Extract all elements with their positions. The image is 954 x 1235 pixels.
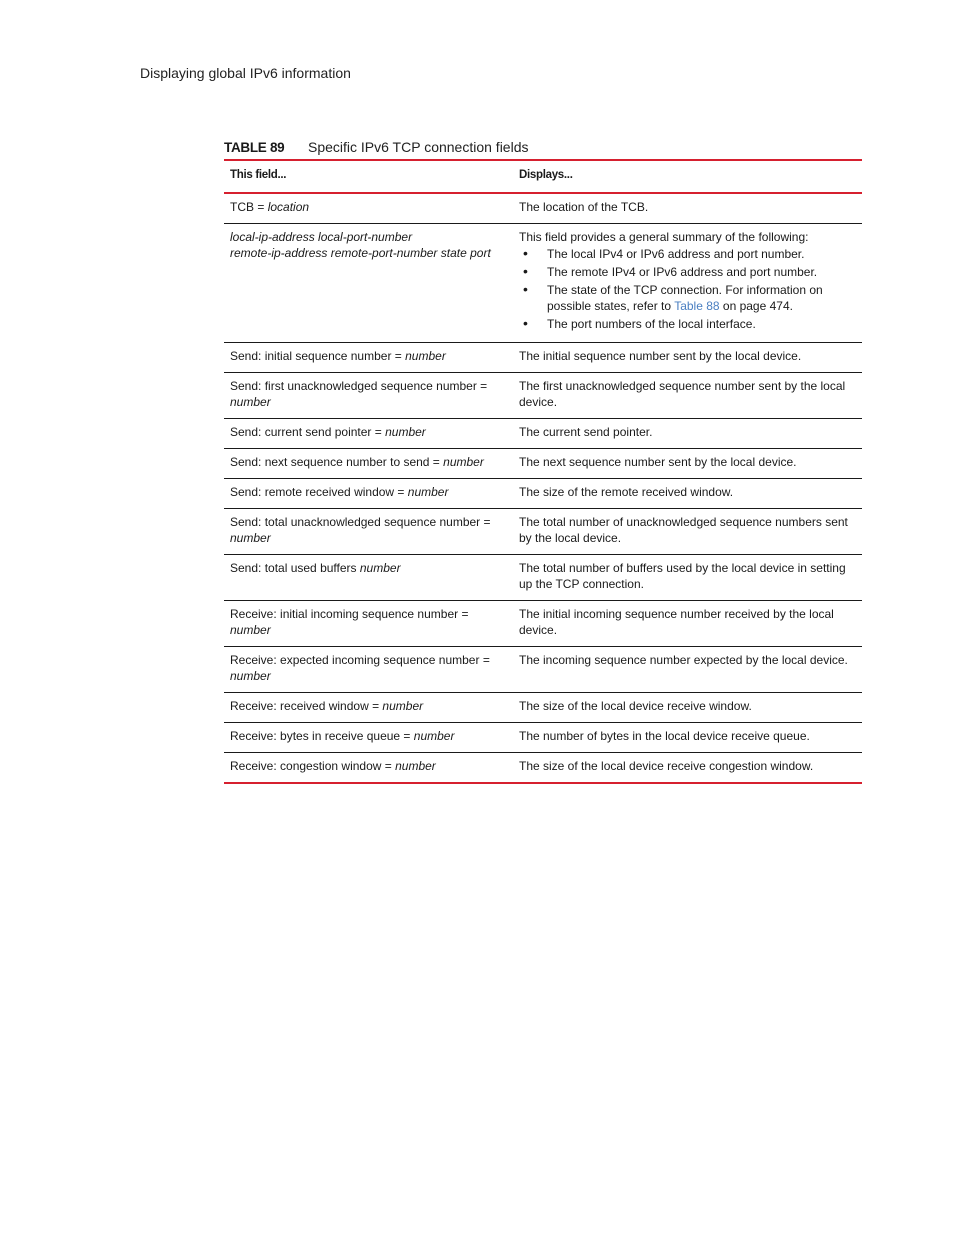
table-row bbox=[224, 343, 862, 373]
field-cell: Send: next sequence number to send = number bbox=[224, 449, 513, 479]
field-cell: Receive: initial incoming sequence number = number bbox=[224, 601, 513, 647]
description-cell: The total number of buffers used by the local device in setting up the TCP connection. bbox=[513, 555, 862, 601]
bullet-icon: • bbox=[523, 263, 528, 279]
description-cell: The current send pointer. bbox=[513, 419, 862, 449]
description-cell: The size of the local device receive window. bbox=[513, 693, 862, 723]
table-row bbox=[224, 509, 862, 555]
column-header-displays: Displays... bbox=[513, 160, 862, 193]
field-cell: Send: current send pointer = number bbox=[224, 419, 513, 449]
field-cell: local-ip-address local-port-number remote-ip-address remote-port-number state port bbox=[224, 224, 513, 343]
description-cell: The number of bytes in the local device receive queue. bbox=[513, 723, 862, 753]
table-row bbox=[224, 479, 862, 509]
summary-intro: This field provides a general summary of the following: bbox=[519, 230, 809, 244]
field-cell: Send: first unacknowledged sequence number = number bbox=[224, 373, 513, 419]
table-header-row bbox=[224, 160, 862, 193]
fields-table bbox=[224, 159, 862, 784]
field-cell: Receive: received window = number bbox=[224, 693, 513, 723]
table-row bbox=[224, 753, 862, 784]
running-header: Displaying global IPv6 information bbox=[140, 65, 351, 81]
bullet-icon: • bbox=[523, 281, 528, 297]
table-row bbox=[224, 193, 862, 224]
description-cell: The incoming sequence number expected by the local device. bbox=[513, 647, 862, 693]
list-item: • The port numbers of the local interface. bbox=[523, 315, 756, 331]
field-cell: Receive: bytes in receive queue = number bbox=[224, 723, 513, 753]
list-item: • The state of the TCP connection. For information on possible states, refer to Table 88 on page 474. bbox=[523, 281, 823, 313]
field-cell: Receive: congestion window = number bbox=[224, 753, 513, 784]
list-item: • The remote IPv4 or IPv6 address and port number. bbox=[523, 263, 818, 279]
table-title: Specific IPv6 TCP connection fields bbox=[308, 139, 529, 155]
table-caption bbox=[224, 139, 529, 155]
column-header-field: This field... bbox=[224, 160, 513, 193]
description-cell: The first unacknowledged sequence number sent by the local device. bbox=[513, 373, 862, 419]
table-row bbox=[224, 601, 862, 647]
field-cell: Send: total used buffers number bbox=[224, 555, 513, 601]
summary-list bbox=[519, 246, 856, 332]
table-row bbox=[224, 449, 862, 479]
description-cell: The total number of unacknowledged sequence numbers sent by the local device. bbox=[513, 509, 862, 555]
description-cell: The next sequence number sent by the local device. bbox=[513, 449, 862, 479]
bullet-icon: • bbox=[523, 315, 528, 331]
table-row bbox=[224, 419, 862, 449]
list-item: • The local IPv4 or IPv6 address and port number. bbox=[523, 245, 805, 261]
field-cell: Send: total unacknowledged sequence number = number bbox=[224, 509, 513, 555]
description-cell: The size of the remote received window. bbox=[513, 479, 862, 509]
field-cell: Send: initial sequence number = number bbox=[224, 343, 513, 373]
field-cell: TCB = location bbox=[224, 193, 513, 224]
description-cell bbox=[513, 224, 862, 343]
table-row bbox=[224, 693, 862, 723]
table-label: TABLE 89 bbox=[224, 140, 285, 155]
description-cell: The initial incoming sequence number received by the local device. bbox=[513, 601, 862, 647]
bullet-icon: • bbox=[523, 245, 528, 261]
table-row bbox=[224, 373, 862, 419]
table-row bbox=[224, 723, 862, 753]
table-row bbox=[224, 555, 862, 601]
table-88-link[interactable]: Table 88 bbox=[674, 299, 720, 313]
description-cell: The size of the local device receive congestion window. bbox=[513, 753, 862, 784]
table-row bbox=[224, 224, 862, 343]
description-cell: The location of the TCB. bbox=[513, 193, 862, 224]
field-cell: Receive: expected incoming sequence number = number bbox=[224, 647, 513, 693]
table-row bbox=[224, 647, 862, 693]
field-cell: Send: remote received window = number bbox=[224, 479, 513, 509]
description-cell: The initial sequence number sent by the local device. bbox=[513, 343, 862, 373]
